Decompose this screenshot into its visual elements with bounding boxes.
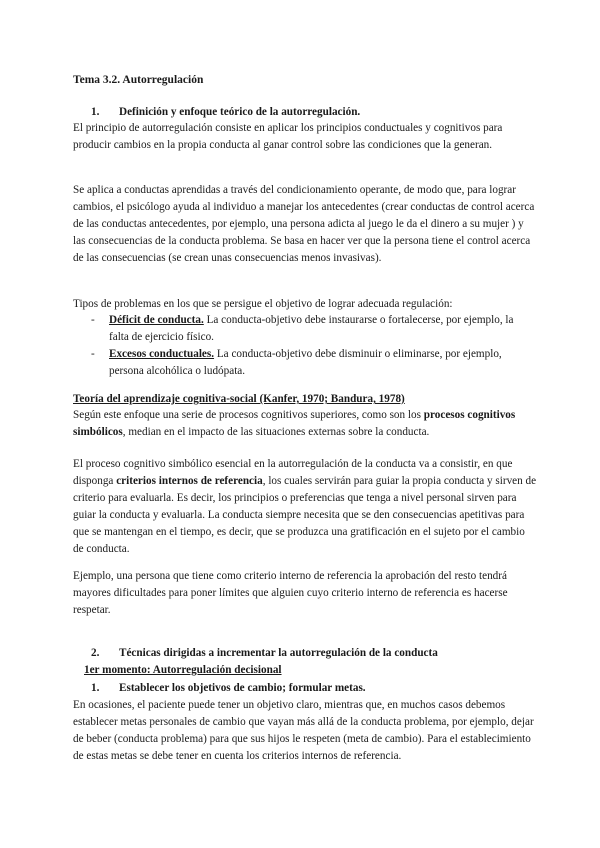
section-2-heading [73,645,538,662]
list-term-deficit: Déficit de conducta. [109,314,204,326]
list-text-deficit: La conducta-objetivo debe instaurarse o fortalecerse, por ejemplo, la falta de ejercicio físico. [109,314,514,343]
theory-p1-bold: procesos cognitivos simbólicos [73,409,516,438]
list-dash: - [91,348,95,360]
theory-heading: Teoría del aprendizaje cognitiva-social (Kanfer, 1970; Bandura, 1978) [73,393,405,405]
section-2-paragraph-1: En ocasiones, el paciente puede tener un objetivo claro, mientras que, en muchos casos debemos establecer metas personales de cambio que vayan más allá de la conducta problema, por ejemplo, dejar de beber (conducta problema) para que sus hijos le respeten (meta de cambio). Para el establecimiento de estas metas se debe tener en cuenta los criterios internos de referencia. [73,699,534,762]
section-1-title: Definición y enfoque teórico de la autorregulación. [119,106,361,118]
subsection-number: 1. [91,682,100,694]
section-1-paragraph-3: Tipos de problemas en los que se persigue el objetivo de lograr adecuada regulación: [73,298,453,310]
section-1-heading [73,104,538,121]
subsection-heading [73,680,538,697]
section-2-title: Técnicas dirigidas a incrementar la autorregulación de la conducta [119,647,438,659]
subsection-title: Establecer los objetivos de cambio; formular metas. [119,682,366,694]
theory-paragraph-2 [73,456,538,558]
theory-p2-bold: criterios internos de referencia [116,475,263,487]
theory-p1-text-c: , median en el impacto de las situaciones externas sobre la conducta. [122,426,430,438]
theory-p2-text-c: , los cuales servirán para guiar la propia conducta y sirven de criterio para evaluarla. Es decir, los principios o preferencias que tenga a nivel personal sirven para guiar la conducta y evaluarla. La conducta siempre necesita que se den consecuencias apetitivas para que se mantengan en el tiempo, es decir, que se produzca una gratificación en el sujeto por el cambio de conducta. [73,475,537,555]
theory-p2-text-a: El proceso cognitivo simbólico esencial en la autorregulación de la conducta va a consistir, en que disponga [73,458,513,487]
document-title: Tema 3.2. Autorregulación [73,74,204,86]
section-1-number: 1. [91,106,100,118]
section-1-paragraph-2: Se aplica a conductas aprendidas a través del condicionamiento operante, de modo que, para lograr cambios, el psicólogo ayuda al individuo a manejar los antecedentes (crear conductas de control acerca de las conductas antecedentes, por ejemplo, una persona adicta al juego le da el dinero a su mujer ) y las consecuencias de la conducta problema. Se basa en hacer ver que la persona tiene el control acerca de las consecuencias (se crean unas consecuencias menos invasivas). [73,184,535,264]
list-dash: - [91,314,95,326]
theory-p1-text-a: Según este enfoque una serie de procesos cognitivos superiores, como son los [73,409,424,421]
list-term-excesos: Excesos conductuales. [109,348,215,360]
section-2-number: 2. [91,647,100,659]
moment-heading: 1er momento: Autorregulación decisional [84,664,282,676]
list-text-excesos: La conducta-objetivo debe disminuir o eliminarse, por ejemplo, persona alcohólica o ludópata. [109,348,502,377]
theory-paragraph-3: Ejemplo, una persona que tiene como criterio interno de referencia la aprobación del resto tendrá mayores dificultades para poner límites que alguien cuyo criterio interno de referencia es hacerse respetar. [73,570,508,616]
section-1-paragraph-1: El principio de autorregulación consiste en aplicar los principios conductuales y cognitivos para producir cambios en la propia conducta al ganar control sobre las condiciones que la generan. [73,122,503,151]
theory-paragraph-1 [73,407,538,441]
